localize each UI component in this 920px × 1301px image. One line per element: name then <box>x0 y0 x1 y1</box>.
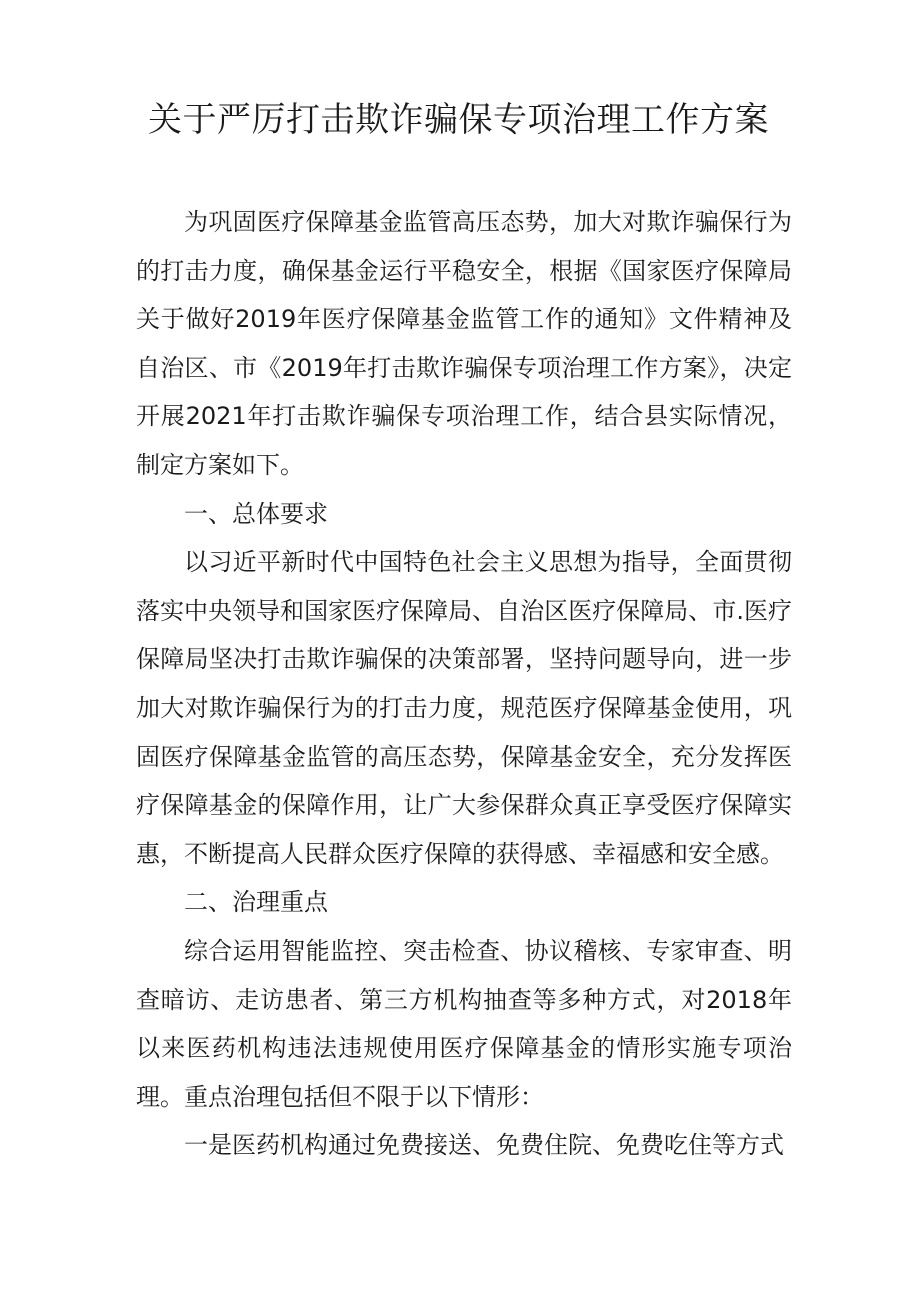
section-heading-general-requirements: 一、总体要求 <box>184 499 328 528</box>
first-item-paragraph: 一是医药机构通过免费接送、免费住院、免费吃住等方式 <box>184 1131 784 1160</box>
general-requirements-paragraph: 以习近平新时代中国特色社会主义思想为指导，全面贯彻落实中央领导和国家医疗保障局、自治区医疗保障局、市.医疗保障局坚决打击欺诈骗保的决策部署，坚持问题导向，进一步加大对欺诈骗保行为的打击力度，规范医疗保障基金使用，巩固医疗保障基金监管的高压态势，保障基金安全，充分发挥医疗保障基金的保障作用，让广大参保群众真正享受医疗保障实惠，不断提高人民群众医疗保障的获得感、幸福感和安全感。 <box>136 548 792 868</box>
key-governance-paragraph: 综合运用智能监控、突击检查、协议稽核、专家审查、明查暗访、走访患者、第三方机构抽查等多种方式，对2018年以来医药机构违法违规使用医疗保障基金的情形实施专项治理。重点治理包括但不限于以下情形： <box>136 936 792 1111</box>
document-title: 关于严厉打击欺诈骗保专项治理工作方案 <box>148 100 769 140</box>
document-body <box>136 198 792 1170</box>
intro-paragraph: 为巩固医疗保障基金监管高压态势，加大对欺诈骗保行为的打击力度，确保基金运行平稳安全，根据《国家医疗保障局关于做好2019年医疗保障基金监管工作的通知》文件精神及自治区、市《2019年打击欺诈骗保专项治理工作方案》，决定开展2021年打击欺诈骗保专项治理工作，结合县实际情况，制定方案如下。 <box>136 208 792 479</box>
section-heading-key-governance: 二、治理重点 <box>184 888 328 917</box>
